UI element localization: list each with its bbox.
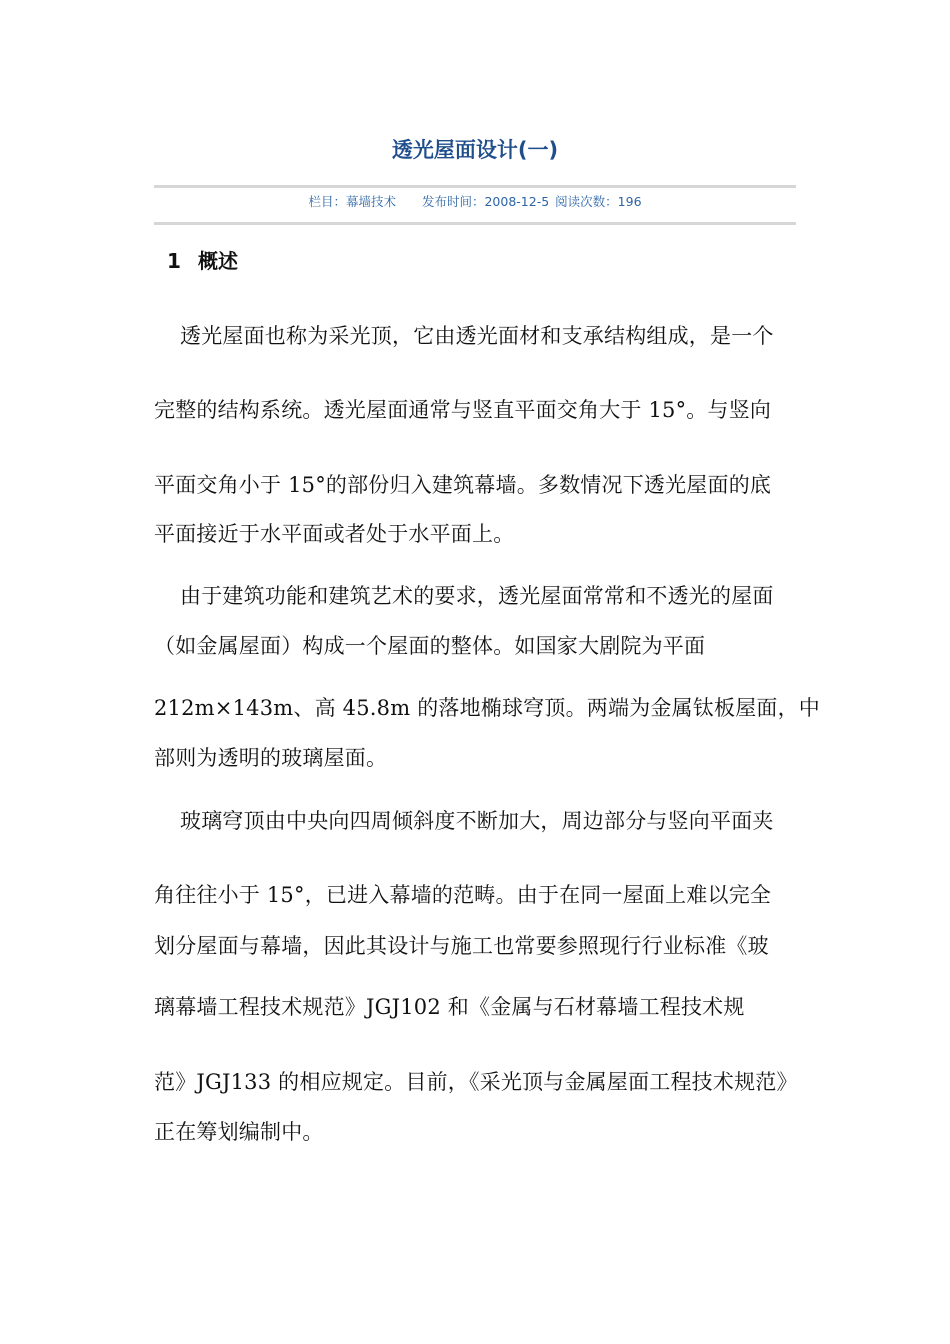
text-line: 划分屋面与幕墙，因此其设计与施工也常要参照现行行业标准《玻 bbox=[154, 934, 769, 958]
text-line: 部则为透明的玻璃屋面。 bbox=[154, 746, 388, 770]
text-line: 平面交角小于 15°的部份归入建筑幕墙。多数情况下透光屋面的底 bbox=[154, 473, 772, 497]
section-title: 概述 bbox=[198, 249, 238, 273]
article-title: 透光屋面设计(一) bbox=[391, 138, 559, 162]
text-line: 玻璃穹顶由中央向四周倾斜度不断加大，周边部分与竖向平面夹 bbox=[180, 809, 774, 833]
text-line: 平面接近于水平面或者处于水平面上。 bbox=[154, 522, 515, 546]
section-number: 1 bbox=[167, 249, 181, 273]
text-line: 完整的结构系统。透光屋面通常与竖直平面交角大于 15°。与竖向 bbox=[154, 398, 772, 422]
text-line: 由于建筑功能和建筑艺术的要求，透光屋面常常和不透光的屋面 bbox=[180, 584, 774, 608]
section-heading bbox=[167, 247, 238, 275]
text-line: 正在筹划编制中。 bbox=[154, 1120, 324, 1144]
title-divider-top bbox=[154, 185, 796, 188]
meta-column: 栏目：幕墙技术 bbox=[308, 194, 396, 209]
title-divider-bottom bbox=[154, 222, 796, 225]
text-line: 璃幕墙工程技术规范》JGJ102 和《金属与石材幕墙工程技术规 bbox=[154, 995, 745, 1019]
meta-reads: 阅读次数：196 bbox=[555, 194, 642, 209]
text-line: 范》JGJ133 的相应规定。目前，《采光顶与金属屋面工程技术规范》 bbox=[154, 1070, 798, 1094]
meta-published: 发布时间：2008-12-5 bbox=[421, 194, 550, 209]
text-line: 角往往小于 15°，已进入幕墙的范畴。由于在同一屋面上难以完全 bbox=[154, 883, 772, 907]
text-line: 212m×143m、高 45.8m 的落地椭球穹顶。两端为金属钛板屋面，中 bbox=[154, 696, 821, 720]
text-line: （如金属屋面）构成一个屋面的整体。如国家大剧院为平面 bbox=[154, 634, 706, 658]
text-line: 透光屋面也称为采光顶，它由透光面材和支承结构组成，是一个 bbox=[180, 324, 774, 348]
article-meta bbox=[0, 193, 950, 211]
